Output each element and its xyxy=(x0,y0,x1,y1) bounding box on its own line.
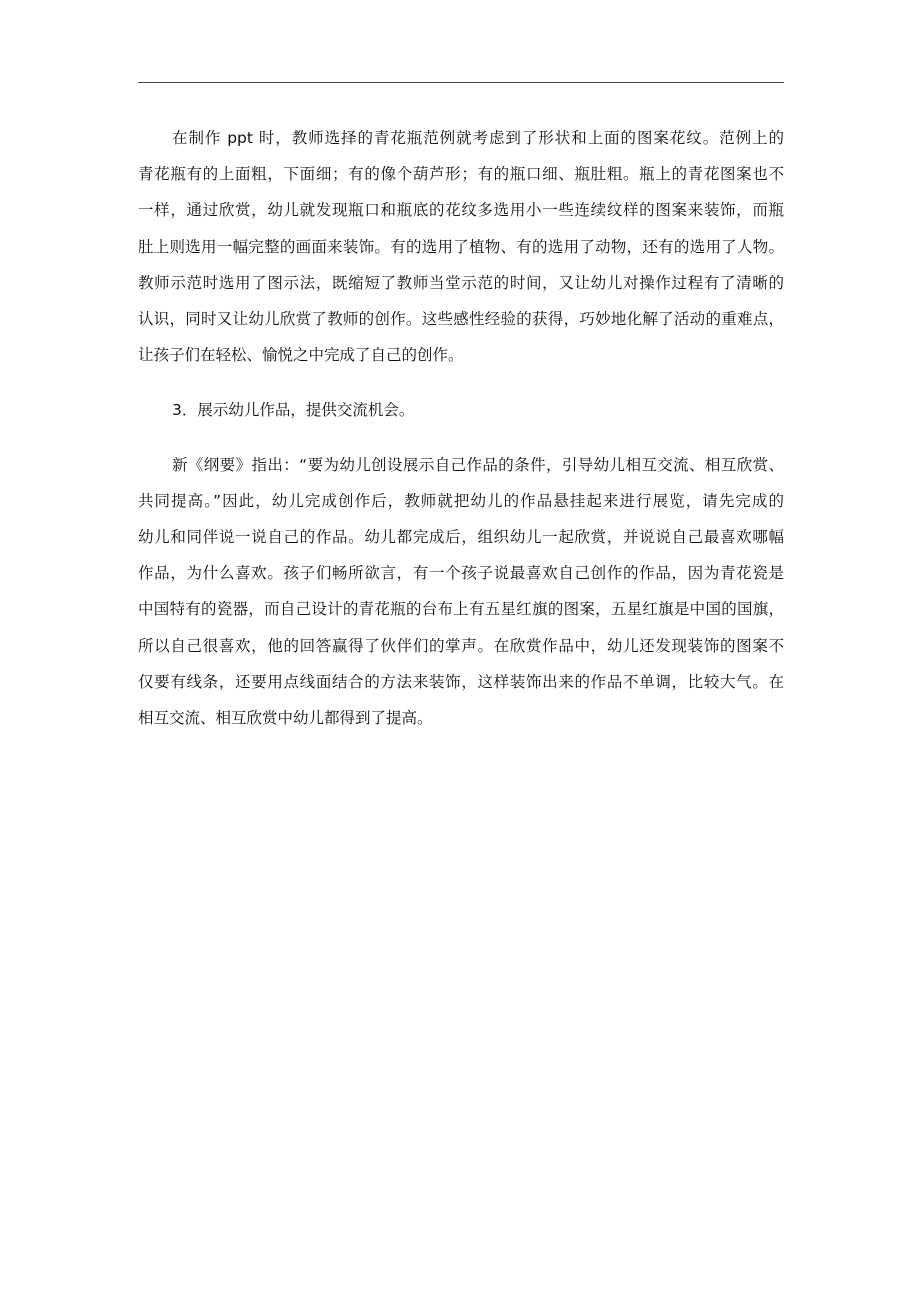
text-line: 作品，为什么喜欢。孩子们畅所欲言，有一个孩子说最喜欢自己创作的作品，因为青花瓷是 xyxy=(138,564,784,583)
document-body xyxy=(138,120,784,755)
section-heading xyxy=(138,392,784,428)
text-line: 认识，同时又让幼儿欣赏了教师的创作。这些感性经验的获得，巧妙地化解了活动的重难点， xyxy=(138,310,784,329)
text-line: 3．展示幼儿作品，提供交流机会。 xyxy=(172,400,415,419)
paragraph-teacher-demo xyxy=(138,120,784,373)
text-line: 教师示范时选用了图示法，既缩短了教师当堂示范的时间，又让幼儿对操作过程有了清晰的 xyxy=(138,273,784,292)
text-line: 让孩子们在轻松、愉悦之中完成了自己的创作。 xyxy=(138,346,464,365)
text-line: 幼儿和同伴说一说自己的作品。幼儿都完成后，组织幼儿一起欣赏，并说说自己最喜欢哪幅 xyxy=(138,528,784,547)
paragraph-exhibition xyxy=(138,447,784,737)
text-line: 相互交流、相互欣赏中幼儿都得到了提高。 xyxy=(138,709,433,728)
text-line: 仅要有线条，还要用点线面结合的方法来装饰，这样装饰出来的作品不单调，比较大气。在 xyxy=(138,672,784,691)
text-line: 新《纲要》指出：“要为幼儿创设展示自己作品的条件，引导幼儿相互交流、相互欣赏、 xyxy=(172,455,784,474)
text-line: 青花瓶有的上面粗，下面细；有的像个葫芦形；有的瓶口细、瓶肚粗。瓶上的青花图案也不 xyxy=(138,165,784,184)
text-line: 在制作 ppt 时，教师选择的青花瓶范例就考虑到了形状和上面的图案花纹。范例上的 xyxy=(172,129,784,147)
header-rule xyxy=(138,82,784,83)
text-line: 中国特有的瓷器，而自己设计的青花瓶的台布上有五星红旗的图案，五星红旗是中国的国旗， xyxy=(138,600,784,619)
text-line: 共同提高。”因此，幼儿完成创作后，教师就把幼儿的作品悬挂起来进行展览，请先完成的 xyxy=(138,491,784,510)
text-line: 一样，通过欣赏，幼儿就发现瓶口和瓶底的花纹多选用小一些连续纹样的图案来装饰，而瓶 xyxy=(138,201,784,220)
text-line: 肚上则选用一幅完整的画面来装饰。有的选用了植物、有的选用了动物，还有的选用了人物。 xyxy=(138,237,784,256)
text-line: 所以自己很喜欢，他的回答赢得了伙伴们的掌声。在欣赏作品中，幼儿还发现装饰的图案不 xyxy=(138,636,784,655)
